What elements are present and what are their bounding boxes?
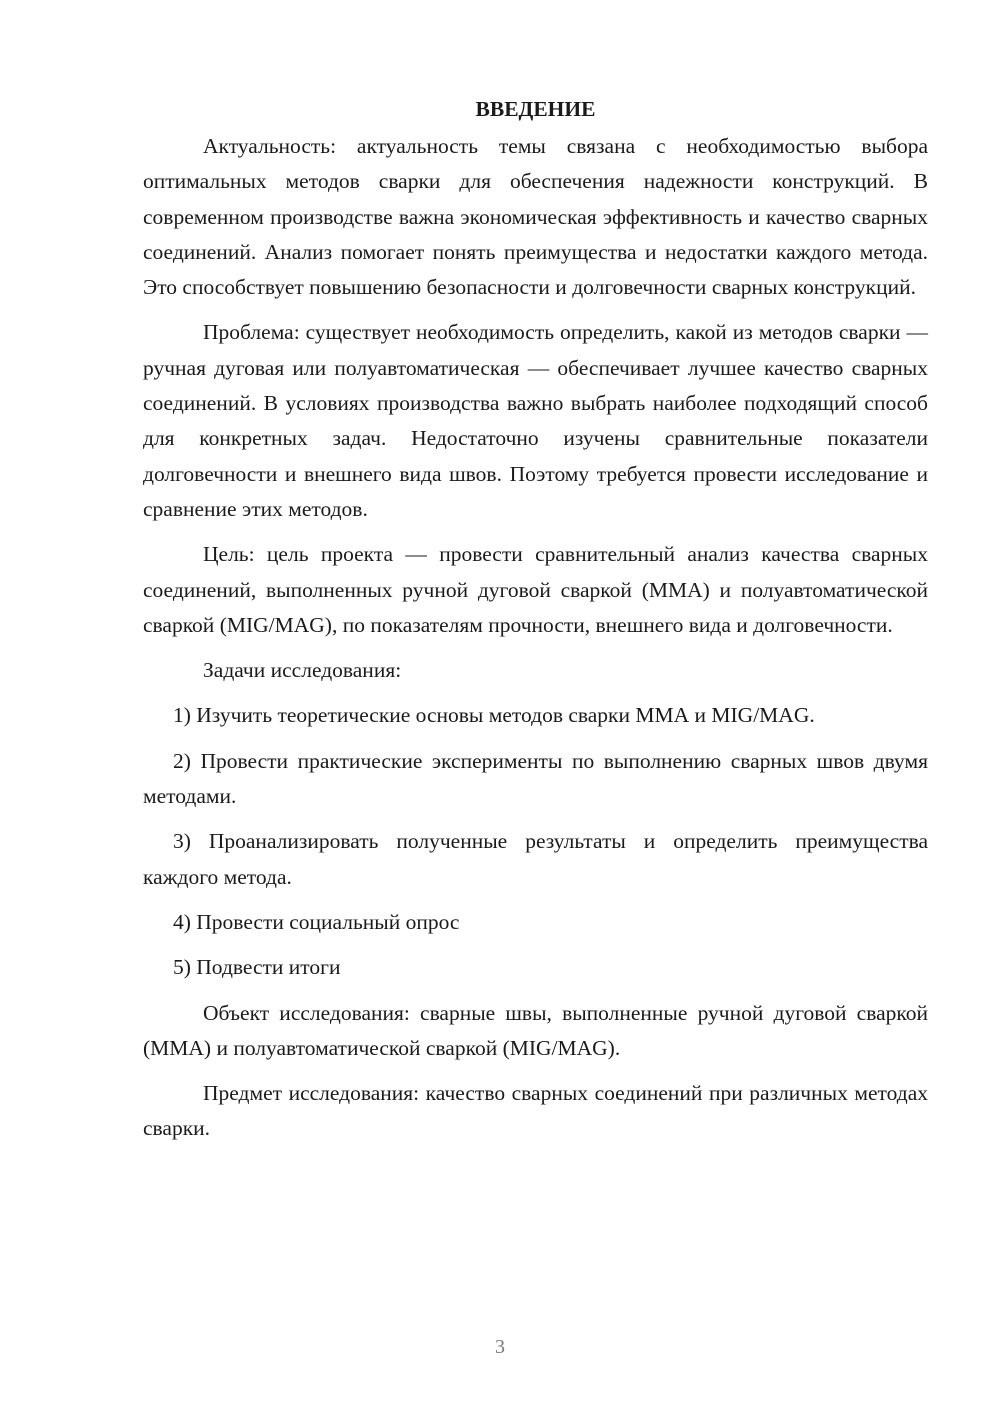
- task-item-5: 5) Подвести итоги: [173, 955, 341, 980]
- object-paragraph: Объект исследования: сварные швы, выполненные ручной дуговой сваркой (ММА) и полуавтоматической сваркой (MIG/MAG).: [143, 1000, 928, 1060]
- subject-paragraph: Предмет исследования: качество сварных соединений при различных методах сварки.: [143, 1081, 928, 1141]
- section-heading: ВВЕДЕНИЕ: [475, 97, 596, 121]
- task-item-2: 2) Провести практические эксперименты по выполнению сварных швов двумя методами.: [143, 748, 928, 809]
- goal-paragraph: Цель: цель проекта — провести сравнительный анализ качества сварных соединений, выполненных ручной дуговой сваркой (ММА) и полуавтоматической сваркой (MIG/MAG), по показателям прочности, внешнего вида и долговечности.: [143, 542, 928, 637]
- problem-paragraph: Проблема: существует необходимость определить, какой из методов сварки — ручная дуговая или полуавтоматическая — обеспечивает лучшее качество сварных соединений. В условиях производства важно выбрать наиболее подходящий способ для конкретных задач. Недостаточно изучены сравнительные показатели долговечности и внешнего вида швов. Поэтому требуется провести исследование и сравнение этих методов.: [143, 320, 928, 521]
- task-item-1: 1) Изучить теоретические основы методов сварки ММА и MIG/MAG.: [173, 703, 815, 728]
- page-number: 3: [495, 1336, 505, 1358]
- task-item-3: 3) Проанализировать полученные результаты и определить преимущества каждого метода.: [143, 829, 928, 889]
- relevance-paragraph: Актуальность: актуальность темы связана с необходимостью выбора оптимальных методов сварки для обеспечения надежности конструкций. В современном производстве важна экономическая эффективность и качество сварных соединений. Анализ помогает понять преимущества и недостатки каждого метода. Это способствует повышению безопасности и долговечности сварных конструкций.: [143, 134, 928, 300]
- page-content: [143, 92, 928, 1157]
- task-item-4: 4) Провести социальный опрос: [173, 909, 460, 934]
- tasks-title: Задачи исследования:: [203, 658, 402, 683]
